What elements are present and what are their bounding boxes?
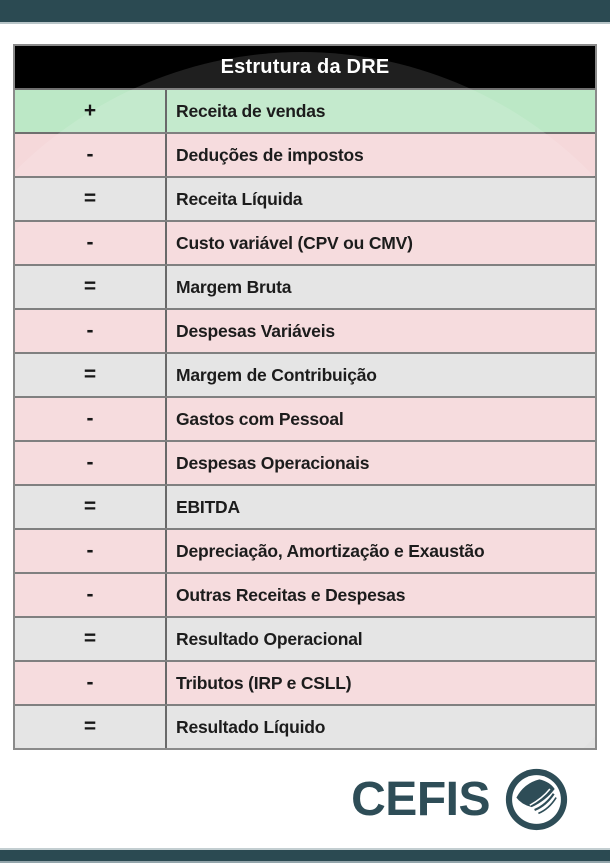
table-row bbox=[15, 352, 595, 396]
table-row bbox=[15, 484, 595, 528]
operator-cell: = bbox=[15, 486, 167, 528]
table-row bbox=[15, 440, 595, 484]
operator-cell: - bbox=[15, 662, 167, 704]
operator-cell: = bbox=[15, 618, 167, 660]
top-frame-bar bbox=[0, 0, 610, 22]
table-row bbox=[15, 264, 595, 308]
table-title-text: Estrutura da DRE bbox=[220, 55, 390, 78]
operator-cell: = bbox=[15, 706, 167, 748]
operator-cell: - bbox=[15, 530, 167, 572]
label-cell: Margem Bruta bbox=[176, 276, 292, 297]
table-row bbox=[15, 176, 595, 220]
table-row bbox=[15, 616, 595, 660]
dre-structure-table bbox=[13, 44, 597, 750]
label-cell: Outras Receitas e Despesas bbox=[176, 584, 406, 605]
table-row bbox=[15, 528, 595, 572]
operator-cell: - bbox=[15, 134, 167, 176]
label-cell: Despesas Operacionais bbox=[176, 452, 370, 473]
bottom-frame-bar bbox=[0, 850, 610, 861]
table-row bbox=[15, 660, 595, 704]
label-cell: Depreciação, Amortização e Exaustão bbox=[176, 540, 485, 561]
label-cell: Receita Líquida bbox=[176, 188, 303, 209]
operator-cell: = bbox=[15, 178, 167, 220]
operator-cell: - bbox=[15, 574, 167, 616]
operator-cell: = bbox=[15, 266, 167, 308]
table-row bbox=[15, 572, 595, 616]
label-cell: Resultado Líquido bbox=[176, 716, 326, 737]
label-cell: Custo variável (CPV ou CMV) bbox=[176, 232, 413, 253]
operator-cell: - bbox=[15, 222, 167, 264]
table-row bbox=[15, 220, 595, 264]
table-row bbox=[15, 704, 595, 748]
operator-cell: = bbox=[15, 354, 167, 396]
brand-footer bbox=[351, 766, 570, 833]
label-cell: Receita de vendas bbox=[176, 100, 326, 121]
label-cell: Margem de Contribuição bbox=[176, 364, 377, 385]
operator-cell: - bbox=[15, 398, 167, 440]
brand-name: CEFIS bbox=[351, 772, 490, 826]
table-row bbox=[15, 396, 595, 440]
label-cell: Tributos (IRP e CSLL) bbox=[176, 672, 352, 693]
table-title bbox=[15, 46, 595, 88]
table-body bbox=[15, 88, 595, 748]
label-cell: EBITDA bbox=[176, 496, 240, 517]
cefis-pages-icon bbox=[503, 766, 570, 833]
table-row bbox=[15, 88, 595, 132]
operator-cell: - bbox=[15, 310, 167, 352]
top-frame-trim bbox=[0, 22, 610, 24]
table-row bbox=[15, 308, 595, 352]
label-cell: Deduções de impostos bbox=[176, 144, 364, 165]
label-cell: Gastos com Pessoal bbox=[176, 408, 344, 429]
table-row bbox=[15, 132, 595, 176]
operator-cell: - bbox=[15, 442, 167, 484]
operator-cell: + bbox=[15, 90, 167, 132]
label-cell: Resultado Operacional bbox=[176, 628, 363, 649]
label-cell: Despesas Variáveis bbox=[176, 320, 335, 341]
